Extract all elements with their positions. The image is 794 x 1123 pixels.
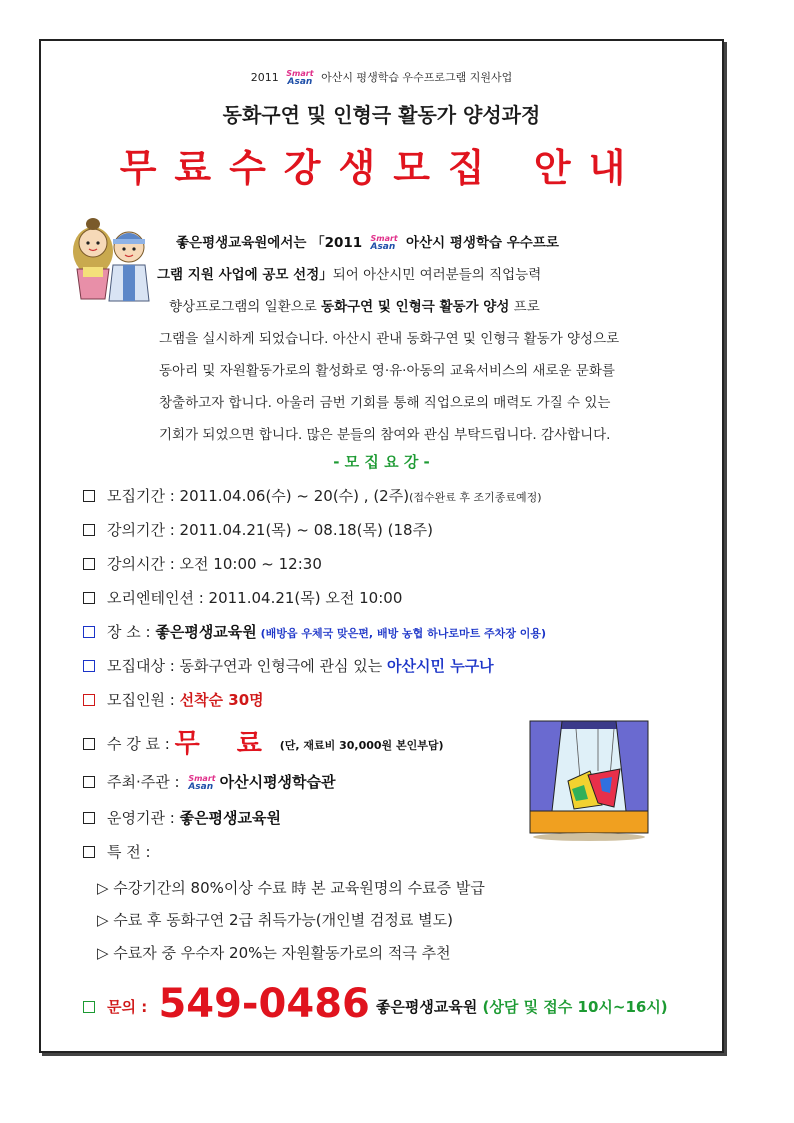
checkbox-square-icon	[83, 626, 95, 638]
item-class-time: 강의시간 : 오전 10:00 ~ 12:30	[83, 553, 322, 574]
item-benefits: 특 전 :	[83, 841, 151, 862]
item-host: 주최·주관 : Smart Asan 아산시평생학습관	[83, 771, 336, 792]
checkbox-square-icon	[83, 592, 95, 604]
item-target: 모집대상 : 동화구연과 인형극에 관심 있는 아산시민 누구나	[83, 655, 494, 676]
benefit-item-3: ▷ 수료자 중 우수자 20%는 자원활동가로의 적극 추천	[97, 944, 451, 962]
puppet-theater-illustration-icon	[528, 719, 650, 841]
smart-asan-logo-host: Smart Asan	[188, 773, 216, 792]
intro-line-6: 창출하고자 합니다. 아울러 금번 기회를 통해 직업으로의 매력도 가질 수 있는	[159, 395, 611, 411]
item-fee: 수 강 료 : 무 료 (단, 재료비 30,000원 본인부담)	[83, 723, 444, 760]
intro-line-5: 동아리 및 자원활동가로의 활성화로 영·유·아동의 교육서비스의 새로운 문화를	[159, 363, 615, 379]
checkbox-square-icon	[83, 738, 95, 750]
checkbox-square-icon	[83, 812, 95, 824]
children-illustration-icon	[63, 209, 159, 309]
intro-line-1: 좋은평생교육원에서는 「2011 Smart Asan 아산시 평생학습 우수프로	[176, 234, 559, 252]
benefit-item-2: ▷ 수료 후 동화구연 2급 취득가능(개인별 검정료 별도)	[97, 911, 453, 929]
page-title: 무료수강생모집 안내	[119, 146, 644, 190]
intro-line-3: 향상프로그램의 일환으로 동화구연 및 인형극 활동가 양성 프로	[169, 299, 540, 315]
checkbox-square-icon	[83, 660, 95, 672]
section-title: - 모 집 요 강 -	[333, 453, 430, 471]
contact-line: 문의 : 549-0486 좋은평생교육원 (상담 및 접수 10시~16시)	[83, 981, 668, 1027]
benefit-item-1: ▷ 수강기간의 80%이상 수료 時 본 교육원명의 수료증 발급	[97, 879, 485, 897]
smart-asan-logo-inline: Smart Asan	[370, 234, 398, 252]
intro-line-4: 그램을 실시하게 되었습니다. 아산시 관내 동화구연 및 인형극 활동가 양성으로	[159, 331, 620, 347]
checkbox-square-icon	[83, 694, 95, 706]
program-line	[41, 69, 722, 87]
item-recruit-period: 모집기간 : 2011.04.06(수) ~ 20(수) , (2주)(접수완료 후 조기종료예정)	[83, 485, 542, 506]
item-course-period: 강의기간 : 2011.04.21(목) ~ 08.18(목) (18주)	[83, 519, 433, 540]
phone-number: 549-0486	[158, 981, 370, 1027]
item-operator: 운영기관 : 좋은평생교육원	[83, 807, 281, 828]
checkbox-square-icon	[83, 1001, 95, 1013]
intro-line-7: 기회가 되었으면 합니다. 많은 분들의 참여와 관심 부탁드립니다. 감사합니다.	[159, 427, 611, 443]
checkbox-square-icon	[83, 846, 95, 858]
poster-frame	[39, 39, 724, 1053]
year-text: 2011	[250, 71, 279, 84]
checkbox-square-icon	[83, 776, 95, 788]
intro-line-2: 그램 지원 사업에 공모 선정」되어 아산시민 여러분들의 직업능력	[157, 267, 542, 283]
program-name: 아산시 평생학습 우수프로그램 지원사업	[321, 71, 513, 84]
checkbox-square-icon	[83, 490, 95, 502]
smart-asan-logo: Smart Asan	[286, 69, 314, 87]
course-subtitle: 동화구연 및 인형극 활동가 양성과정	[222, 103, 541, 127]
checkbox-square-icon	[83, 524, 95, 536]
item-count: 모집인원 : 선착순 30명	[83, 689, 264, 710]
item-orientation: 오리엔테인션 : 2011.04.21(목) 오전 10:00	[83, 587, 402, 608]
checkbox-square-icon	[83, 558, 95, 570]
item-place: 장 소 : 좋은평생교육원 (배방읍 우체국 맞은편, 배방 농협 하나로마트 주차장 이용)	[83, 621, 546, 642]
